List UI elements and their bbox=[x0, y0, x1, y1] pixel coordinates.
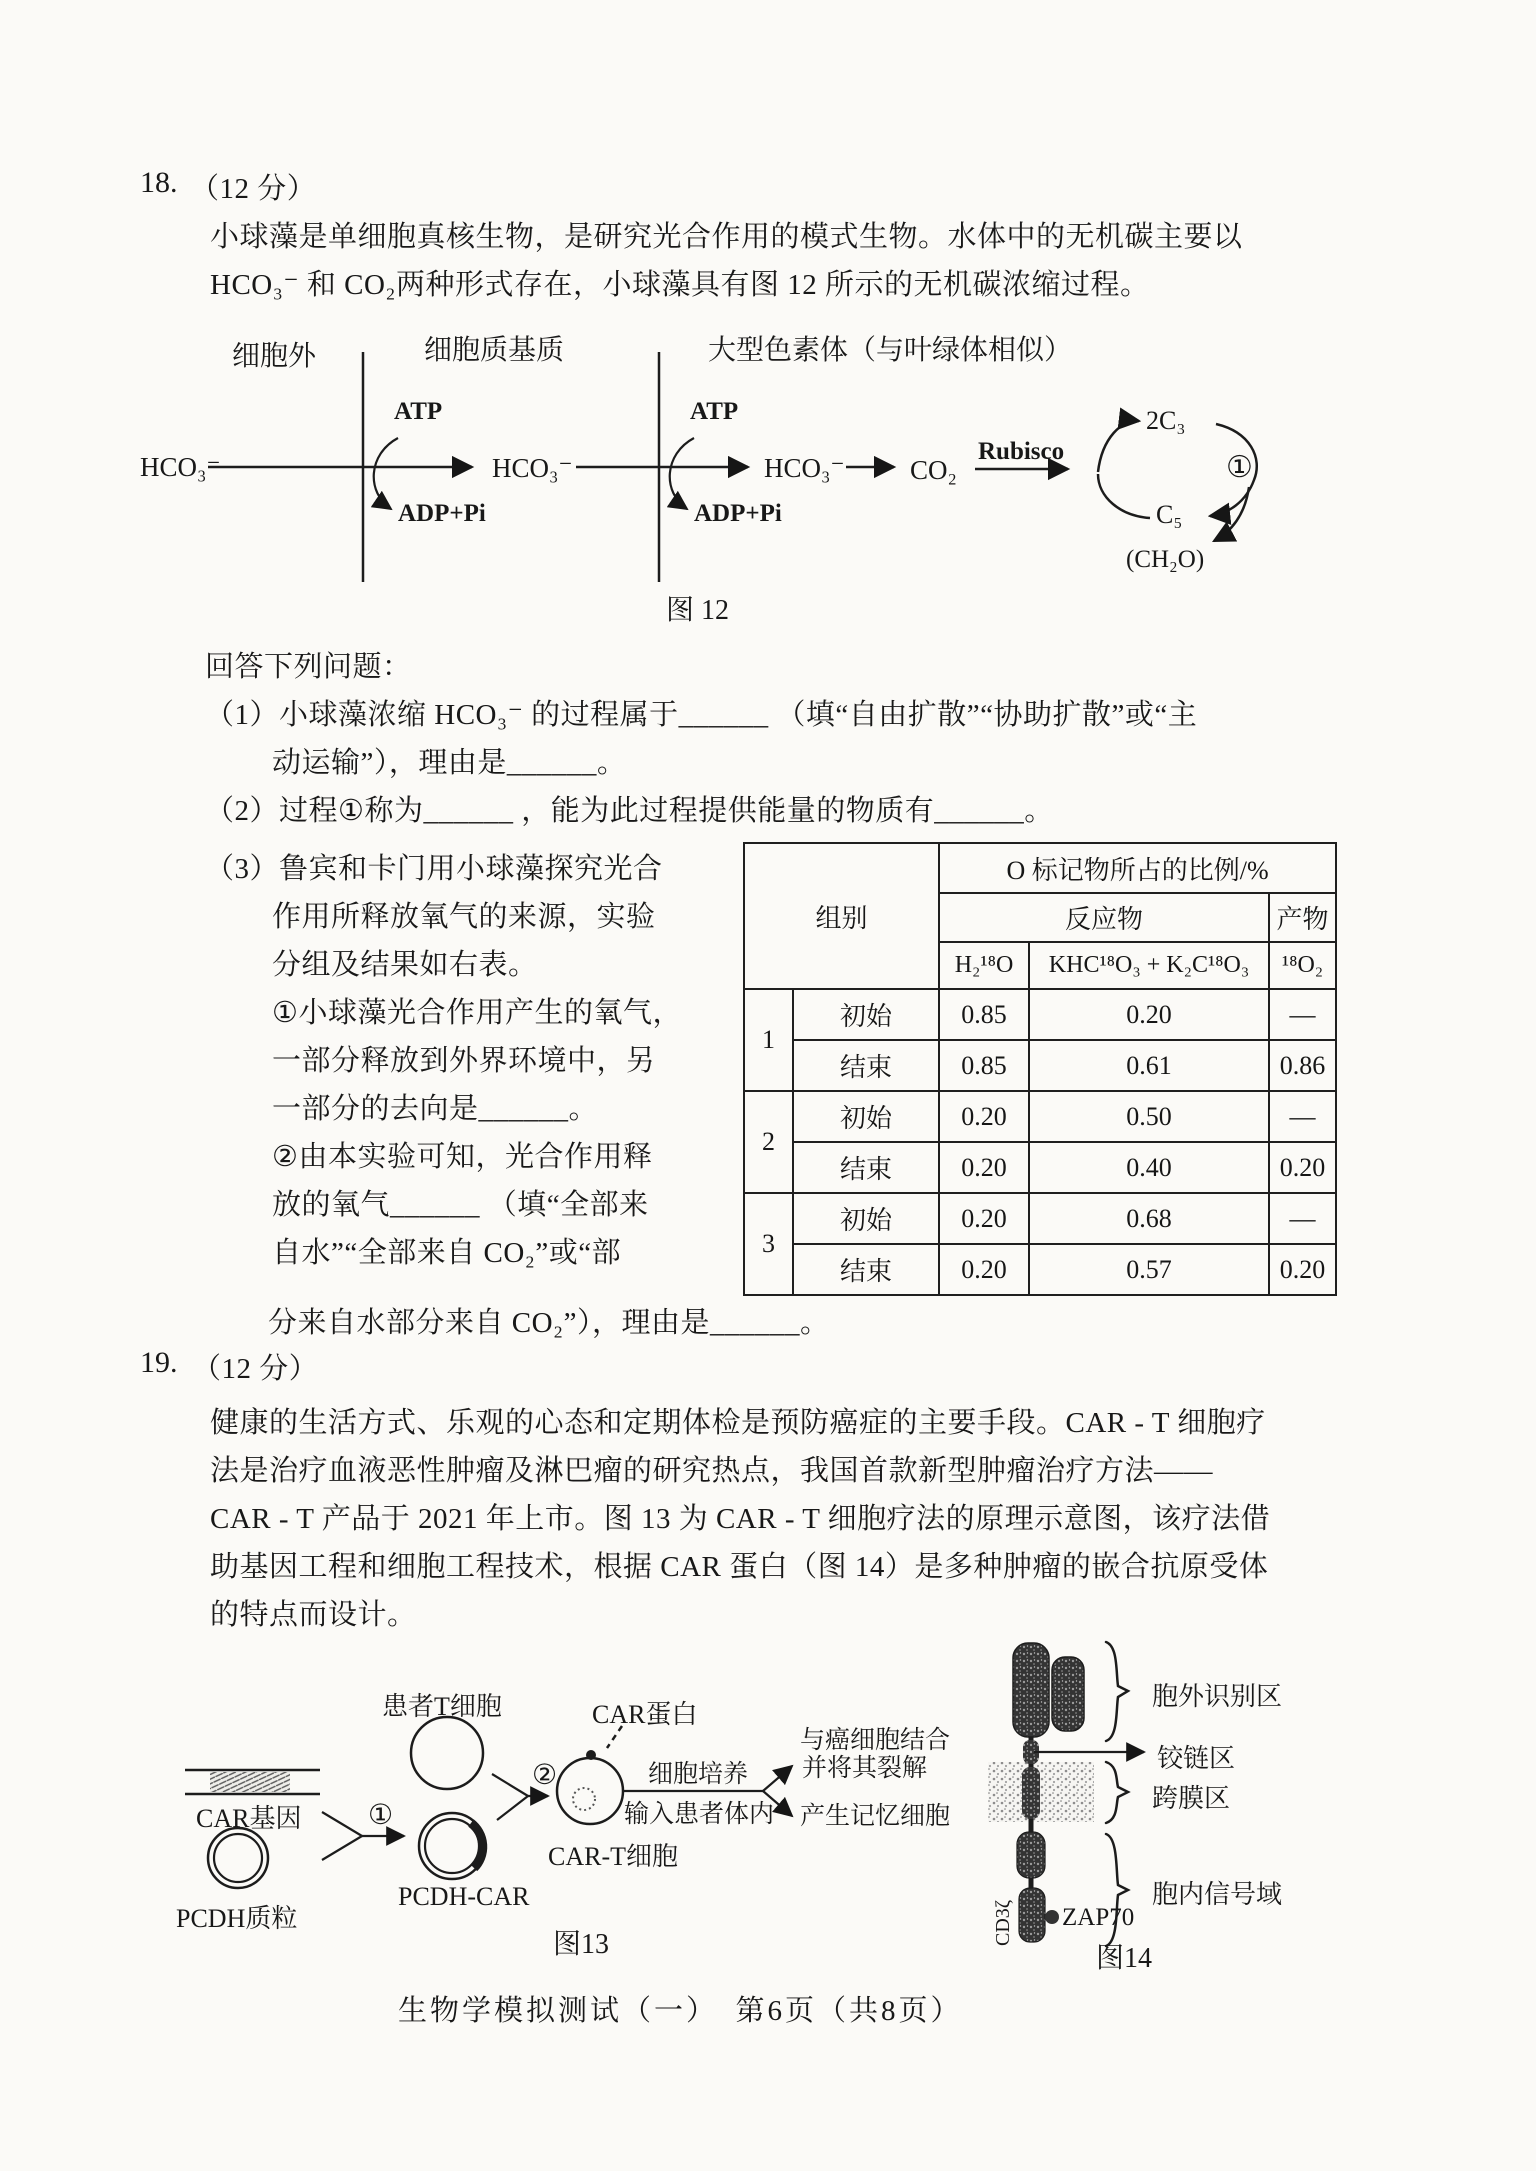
q19-points: （12 分） bbox=[192, 1353, 319, 1385]
table-cell-phase: 结束 bbox=[793, 1142, 939, 1193]
transmembrane-brace bbox=[1106, 1762, 1128, 1823]
q18-sub1-line-2: 动运输”），理由是______。 bbox=[272, 747, 627, 779]
q18-sub3-line-2: 作用所释放氧气的来源，实验 bbox=[272, 901, 656, 933]
table-row bbox=[744, 989, 1336, 1040]
fig13-tcell-label: 患者T细胞 bbox=[382, 1692, 502, 1721]
fig12-co2-label: CO₂ bbox=[910, 455, 957, 485]
table-cell-water: 0.85 bbox=[939, 1040, 1029, 1091]
fig14-caption: 图14 bbox=[1096, 1943, 1153, 1974]
table-cell-carbonate: 0.68 bbox=[1029, 1193, 1269, 1244]
table-cell-phase: 结束 bbox=[793, 1040, 939, 1091]
fig12-hco3-outside: HCO₃⁻ bbox=[140, 452, 221, 482]
table-row bbox=[744, 1244, 1336, 1295]
calvin-cycle-bottom-arc bbox=[1098, 474, 1150, 518]
table-cell-phase: 初始 bbox=[793, 989, 939, 1040]
q19-intro-line-1: 健康的生活方式、乐观的心态和定期体检是预防癌症的主要手段。CAR - T 细胞疗 bbox=[210, 1407, 1266, 1439]
table-cell-oxygen: — bbox=[1269, 1193, 1336, 1244]
fig13-recombinant-label: PCDH-CAR bbox=[398, 1882, 530, 1911]
fig14-transmembrane-label: 跨膜区 bbox=[1152, 1784, 1231, 1813]
zap70-dot bbox=[1045, 1910, 1059, 1924]
q18-answer-prompt: 回答下列问题： bbox=[205, 651, 412, 683]
fig13-branch-memory-label: 产生记忆细胞 bbox=[800, 1803, 951, 1830]
table-cell-water: 0.20 bbox=[939, 1244, 1029, 1295]
table-cell-phase: 初始 bbox=[793, 1091, 939, 1142]
table-cell-water: 0.85 bbox=[939, 989, 1029, 1040]
fig13-culture-label: 细胞培养 bbox=[648, 1761, 749, 1788]
table-header-carbonate: KHC¹⁸O₃ + K₂C¹⁸O₃ bbox=[1029, 942, 1269, 989]
table-cell-water: 0.20 bbox=[939, 1193, 1029, 1244]
table-cell-carbonate: 0.40 bbox=[1029, 1142, 1269, 1193]
fig12-cycle-step-circled-1: ① bbox=[1226, 450, 1253, 485]
fig13-branch-kill-line-2: 并将其裂解 bbox=[802, 1755, 928, 1782]
calvin-cycle-top-arc bbox=[1098, 421, 1139, 472]
table-cell-oxygen: — bbox=[1269, 1091, 1336, 1142]
cart-cell-nucleus bbox=[573, 1788, 595, 1810]
atp-adp-curve-2 bbox=[670, 438, 694, 509]
fig14-zap70-label: ZAP70 bbox=[1062, 1904, 1135, 1931]
table-header-water: H₂¹⁸O bbox=[939, 942, 1029, 989]
table-row bbox=[744, 843, 1336, 893]
scfv-chain-right bbox=[1052, 1657, 1084, 1731]
q18-sub2-line: （2）过程①称为______ ，能为此过程提供能量的物质有______。 bbox=[205, 795, 1054, 827]
merge-lines-step1 bbox=[322, 1812, 362, 1860]
table-cell-oxygen: — bbox=[1269, 989, 1336, 1040]
fig13-car-gene-label: CAR基因 bbox=[196, 1804, 302, 1833]
fig14-intracellular-label: 胞内信号域 bbox=[1152, 1880, 1283, 1909]
fig12-rubisco-label: Rubisco bbox=[978, 438, 1065, 465]
cart-cell-circle bbox=[557, 1758, 623, 1824]
table-cell-group: 1 bbox=[744, 989, 793, 1091]
q18-sub3-line-1: （3）鲁宾和卡门用小球藻探究光合 bbox=[205, 853, 663, 885]
q19-intro-line-5: 的特点而设计。 bbox=[210, 1599, 417, 1631]
q19-intro-line-3: CAR - T 产品于 2021 年上市。图 13 为 CAR - T 细胞疗法的原理示意图，该疗法借 bbox=[210, 1503, 1271, 1535]
table-cell-group: 2 bbox=[744, 1091, 793, 1193]
fig12-atp-label-1: ATP bbox=[394, 398, 443, 425]
transmembrane-bead bbox=[1022, 1767, 1040, 1819]
table-row bbox=[744, 1040, 1336, 1091]
q19-intro-line-4: 助基因工程和细胞工程技术，根据 CAR 蛋白（图 14）是多种肿瘤的嵌合抗原受体 bbox=[210, 1551, 1269, 1583]
scfv-chain-left bbox=[1013, 1643, 1049, 1737]
table-cell-oxygen: 0.20 bbox=[1269, 1244, 1336, 1295]
car-protein-dot bbox=[586, 1750, 596, 1760]
fig12-adp-label-2: ADP+Pi bbox=[694, 500, 782, 527]
fig12-hco3-plastid: HCO₃⁻ bbox=[764, 453, 845, 483]
table-cell-water: 0.20 bbox=[939, 1142, 1029, 1193]
q18-sub3-line-4: ①小球藻光合作用产生的氧气， bbox=[272, 997, 682, 1029]
table-cell-phase: 结束 bbox=[793, 1244, 939, 1295]
fig12-label-cytosol: 细胞质基质 bbox=[424, 335, 565, 366]
page-footer: 生物学模拟测试（一） 第6页（共8页） bbox=[398, 1995, 963, 2027]
patient-tcell-circle bbox=[411, 1717, 483, 1789]
table-header-ratio: O 标记物所占的比例/% bbox=[939, 843, 1336, 893]
pcdh-plasmid-outer bbox=[208, 1828, 268, 1888]
fig12-adp-label-1: ADP+Pi bbox=[398, 500, 486, 527]
table-cell-oxygen: 0.20 bbox=[1269, 1142, 1336, 1193]
q19-intro-line-2: 法是治疗血液恶性肿瘤及淋巴瘤的研究热点，我国首款新型肿瘤治疗方法—— bbox=[210, 1455, 1214, 1487]
atp-adp-curve-1 bbox=[374, 438, 398, 509]
fig12-hco3-cytosol: HCO₃⁻ bbox=[492, 453, 573, 483]
fig12-c3-label: 2C₃ bbox=[1146, 406, 1186, 435]
table-cell-carbonate: 0.61 bbox=[1029, 1040, 1269, 1091]
q18-intro-line-1: 小球藻是单细胞真核生物，是研究光合作用的模式生物。水体中的无机碳主要以 bbox=[210, 221, 1243, 253]
table-row bbox=[744, 1193, 1336, 1244]
fig14-extracellular-label: 胞外识别区 bbox=[1152, 1682, 1283, 1711]
membrane-band bbox=[988, 1762, 1094, 1822]
fig13-car-protein-label: CAR蛋白 bbox=[592, 1700, 698, 1729]
isotope-ratio-table bbox=[743, 842, 1337, 1296]
fig12-caption: 图 12 bbox=[666, 595, 730, 626]
fig12-label-plastid: 大型色素体（与叶绿体相似） bbox=[708, 335, 1073, 366]
table-row bbox=[744, 1091, 1336, 1142]
fig13-infuse-label: 输入患者体内 bbox=[624, 1801, 775, 1828]
extracellular-brace bbox=[1106, 1642, 1128, 1741]
table-header-product: 产物 bbox=[1269, 893, 1336, 942]
fig12-c5-label: C₅ bbox=[1156, 500, 1183, 529]
fig14-cd3z-label: CD3ζ bbox=[992, 1899, 1014, 1946]
q18-sub3-last-line: 分来自水部分来自 CO₂”），理由是______。 bbox=[268, 1307, 830, 1339]
merge-lines-step2 bbox=[492, 1774, 528, 1820]
table-header-oxygen: ¹⁸O₂ bbox=[1269, 942, 1336, 989]
table-cell-water: 0.20 bbox=[939, 1091, 1029, 1142]
q18-sub3-line-7: ②由本实验可知，光合作用释 bbox=[272, 1141, 653, 1173]
table-header-group: 组别 bbox=[744, 843, 939, 989]
table-cell-carbonate: 0.50 bbox=[1029, 1091, 1269, 1142]
q18-number: 18. bbox=[140, 166, 178, 199]
fig13-branch-kill-line-1: 与癌细胞结合 bbox=[800, 1727, 951, 1754]
table-cell-carbonate: 0.57 bbox=[1029, 1244, 1269, 1295]
fig12-ch2o-label: (CH₂O) bbox=[1126, 546, 1205, 573]
branch-kill-arrow bbox=[763, 1766, 792, 1791]
fig13-plasmid-label: PCDH质粒 bbox=[176, 1904, 298, 1933]
q18-sub3-line-3: 分组及结果如右表。 bbox=[272, 949, 538, 981]
table-row bbox=[744, 1142, 1336, 1193]
fig13-cart-cell-label: CAR-T细胞 bbox=[548, 1842, 679, 1871]
q18-sub1-line-1: （1）小球藻浓缩 HCO₃⁻ 的过程属于______ （填“自由扩散”“协助扩散”或“主 bbox=[205, 699, 1198, 731]
fig14-hinge-label: 铰链区 bbox=[1157, 1744, 1236, 1773]
fig12-atp-label-2: ATP bbox=[690, 398, 739, 425]
fig13-caption: 图13 bbox=[553, 1929, 610, 1960]
table-header-reactant: 反应物 bbox=[939, 893, 1269, 942]
table-cell-group: 3 bbox=[744, 1193, 793, 1295]
q18-sub3-line-9: 自水”“全部来自 CO₂”或“部 bbox=[272, 1237, 622, 1269]
q18-points: （12 分） bbox=[190, 173, 317, 205]
q18-sub3-line-6: 一部分的去向是______。 bbox=[272, 1093, 599, 1125]
q19-number: 19. bbox=[140, 1346, 178, 1379]
fig12-label-extracellular: 细胞外 bbox=[232, 341, 317, 372]
q18-sub3-line-8: 放的氧气______ （填“全部来 bbox=[272, 1189, 649, 1221]
car-gene-segment bbox=[210, 1772, 290, 1792]
q18-sub3-line-5: 一部分释放到外界环境中，另 bbox=[272, 1045, 656, 1077]
table-cell-phase: 初始 bbox=[793, 1193, 939, 1244]
fig13-step1-circled: ① bbox=[368, 1798, 394, 1831]
fig13-step2-circled: ② bbox=[532, 1758, 558, 1791]
table-cell-carbonate: 0.20 bbox=[1029, 989, 1269, 1040]
q18-intro-line-2: HCO₃⁻ 和 CO₂两种形式存在，小球藻具有图 12 所示的无机碳浓缩过程。 bbox=[210, 269, 1150, 301]
inserted-gene-arc bbox=[471, 1823, 483, 1868]
costim-domain-blob bbox=[1017, 1832, 1045, 1878]
table-cell-oxygen: 0.86 bbox=[1269, 1040, 1336, 1091]
cd3z-domain-blob bbox=[1019, 1888, 1045, 1942]
fig12-diagram bbox=[208, 352, 1257, 582]
pcdh-plasmid-inner bbox=[214, 1834, 262, 1882]
